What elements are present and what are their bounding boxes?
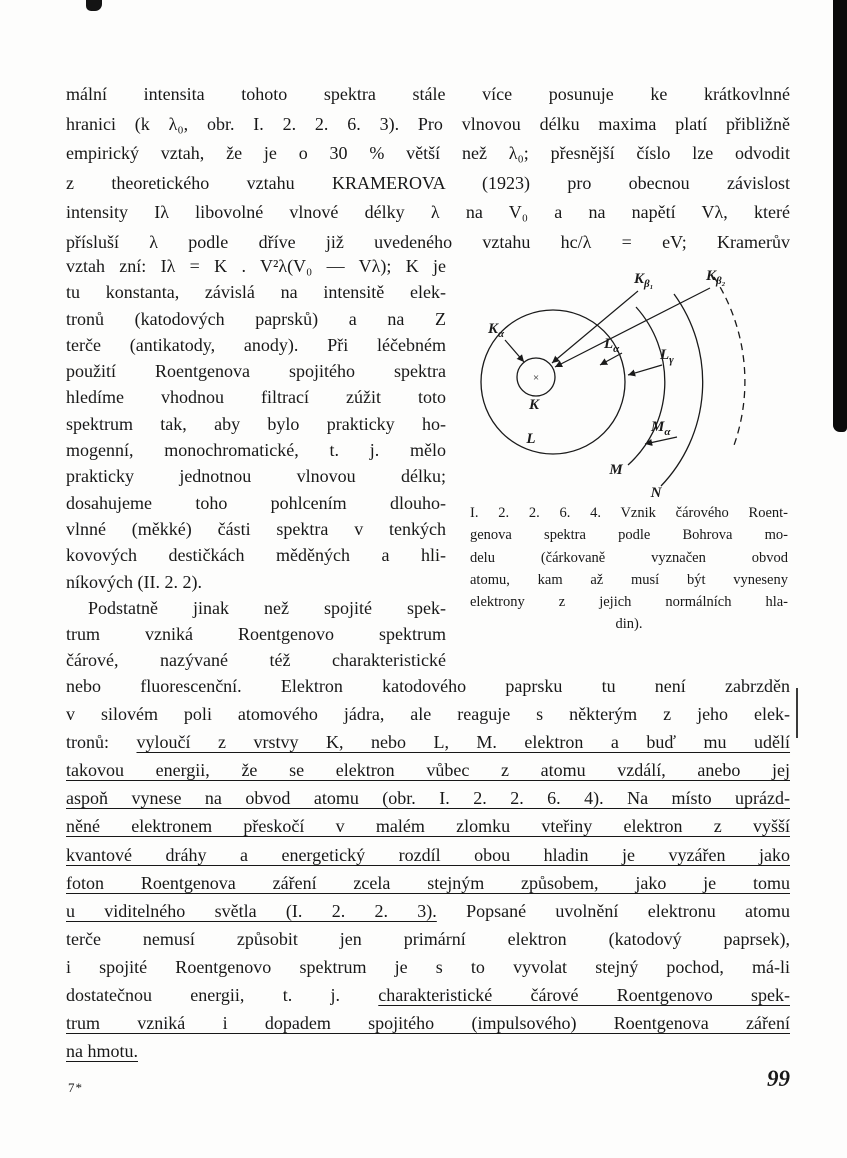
- margin-pencil-mark: [796, 688, 798, 738]
- l-gamma-label: $L_\gamma$: [660, 347, 674, 366]
- scan-artifact-bar: [833, 0, 847, 432]
- k-beta2-arrow: [555, 288, 710, 367]
- paragraph-body: [66, 672, 790, 1065]
- text-line: vlnné (měkké) části spektra v tenkých: [66, 518, 446, 539]
- text-line: takovou energii, že se elektron vůbec z atomu vzdálí, anebo jej: [66, 760, 790, 781]
- text-line: spektrum tak, aby bylo prakticky ho-: [66, 413, 446, 434]
- text-line: na hmotu.: [66, 1041, 138, 1062]
- text-line: intensity Iλ libovolné vlnové délky λ na V₀ a na napětí Vλ, které: [66, 202, 790, 223]
- text-line: terče (antikatody, anody). Při léčebném: [66, 334, 446, 355]
- n-shell-label: N: [650, 485, 662, 501]
- text-line: kvantové dráhy a energetický rozdíl obou hladin je vyzářen jako: [66, 844, 790, 865]
- n-shell-arc: [661, 294, 703, 486]
- figure-caption: [470, 502, 788, 636]
- caption-line: genova spektra podle Bohrova mo-: [470, 527, 788, 544]
- k-shell-label: K: [528, 397, 540, 413]
- left-column: [66, 253, 446, 674]
- bohr-model-figure: [452, 253, 802, 511]
- text-line: hranici (k λ₀, obr. I. 2. 2. 6. 3). Pro vlnovou délku maxima platí přibližně: [66, 113, 790, 134]
- text-line: dostatečnou energii, t. j. charakteristické čárové Roentgenovo spek-: [66, 985, 790, 1006]
- caption-line: elektrony z jejich normálních hla-: [470, 594, 788, 611]
- text-line: použití Roentgenova spojitého spektra: [66, 361, 446, 382]
- text-line: vztah zní: Iλ = K . V²λ(V₀ — Vλ); K je: [66, 256, 446, 276]
- text-line: hledíme vhodnou filtrací zúžit toto: [66, 387, 446, 408]
- nucleus-mark: ×: [532, 372, 540, 384]
- text-line: v silovém poli atomového jádra, ale reaguje s některým z jeho elek-: [66, 704, 790, 725]
- caption-line: din).: [615, 616, 643, 633]
- text-line: terče nemusí způsobit jen primární elektron (katodový paprsek),: [66, 928, 790, 949]
- caption-line: I. 2. 2. 6. 4. Vznik čárového Roent-: [470, 505, 788, 521]
- text-line: tronů (katodových paprsků) a na Z: [66, 308, 446, 329]
- text-line: čárové, nazývané též charakteristické: [66, 650, 446, 671]
- text-line: aspoň vynese na obvod atomu (obr. I. 2. 2. 6. 4). Na místo uprázd-: [66, 788, 790, 809]
- text-line: dosahujeme toho pohlcením dlouho-: [66, 492, 446, 513]
- text-line: nebo fluorescenční. Elektron katodového paprsku tu není zabrzděn: [66, 676, 790, 696]
- l-alpha-label: $L_\alpha$: [604, 336, 620, 355]
- text-line: přísluší λ podle dříve již uvedeného vztahu hc/λ = eV; Kramerův: [66, 231, 790, 252]
- k-beta2-label: $K_{\beta_2}$: [706, 268, 726, 287]
- caption-line: atomu, kam až musí být vyneseny: [470, 571, 788, 588]
- text-line: prakticky jednotnou vlnovou délku;: [66, 466, 446, 487]
- k-alpha-arrow: [505, 340, 524, 362]
- signature-mark: 7*: [68, 1080, 83, 1095]
- atom-boundary-dashed-arc: [714, 277, 745, 448]
- text-line: mální intensita tohoto spektra stále více posunuje ke krátkovlnné: [66, 84, 790, 104]
- text-line: u viditelného světla (I. 2. 2. 3). Popsané uvolnění elektronu atomu: [66, 900, 791, 921]
- page-number: 99: [767, 1066, 790, 1091]
- text-line: tronů: vyloučí z vrstvy K, nebo L, M. elektron a buď mu udělí: [66, 732, 791, 753]
- m-shell-label: M: [609, 462, 623, 478]
- paragraph-intro: [66, 80, 790, 258]
- text-line: i spojité Roentgenovo spektrum je s to vyvolat stejný pochod, má-li: [66, 956, 790, 977]
- text-line: kovových destičkách měděných a hli-: [66, 545, 446, 566]
- text-line: mogenní, monochromatické, t. j. mělo: [66, 440, 446, 461]
- caption-line: delu (čárkovaně vyznačen obvod: [470, 549, 788, 566]
- k-beta1-arrow: [552, 291, 638, 363]
- text-line: trum vzniká i dopadem spojitého (impulsového) Roentgenova záření: [66, 1013, 790, 1034]
- k-alpha-label: $K_\alpha$: [488, 321, 505, 340]
- m-alpha-label: $M_\alpha$: [651, 419, 671, 438]
- k-beta1-label: $K_{\beta_1}$: [634, 271, 654, 290]
- text-line: Podstatně jinak než spojité spek-: [88, 597, 446, 618]
- text-line: níkových (II. 2. 2).: [66, 571, 202, 592]
- text-line: foton Roentgenova záření zcela stejným způsobem, jako je tomu: [66, 872, 790, 893]
- l-gamma-arrow: [628, 365, 662, 375]
- text-line: empirický vztah, že je o 30 % větší než λ₀; přesnější číslo lze odvodit: [66, 143, 790, 164]
- text-line: tu konstanta, závislá na intensitě elek-: [66, 282, 446, 303]
- text-line: něné elektronem přeskočí v malém zlomku vteřiny elektron z vyšší: [66, 816, 790, 837]
- text-line: z theoretického vztahu KRAMEROVA (1923) pro obecnou závislost: [66, 172, 790, 193]
- text-line: trum vzniká Roentgenovo spektrum: [66, 624, 446, 645]
- l-shell-label: L: [526, 431, 536, 447]
- scan-artifact-blob: [86, 0, 102, 11]
